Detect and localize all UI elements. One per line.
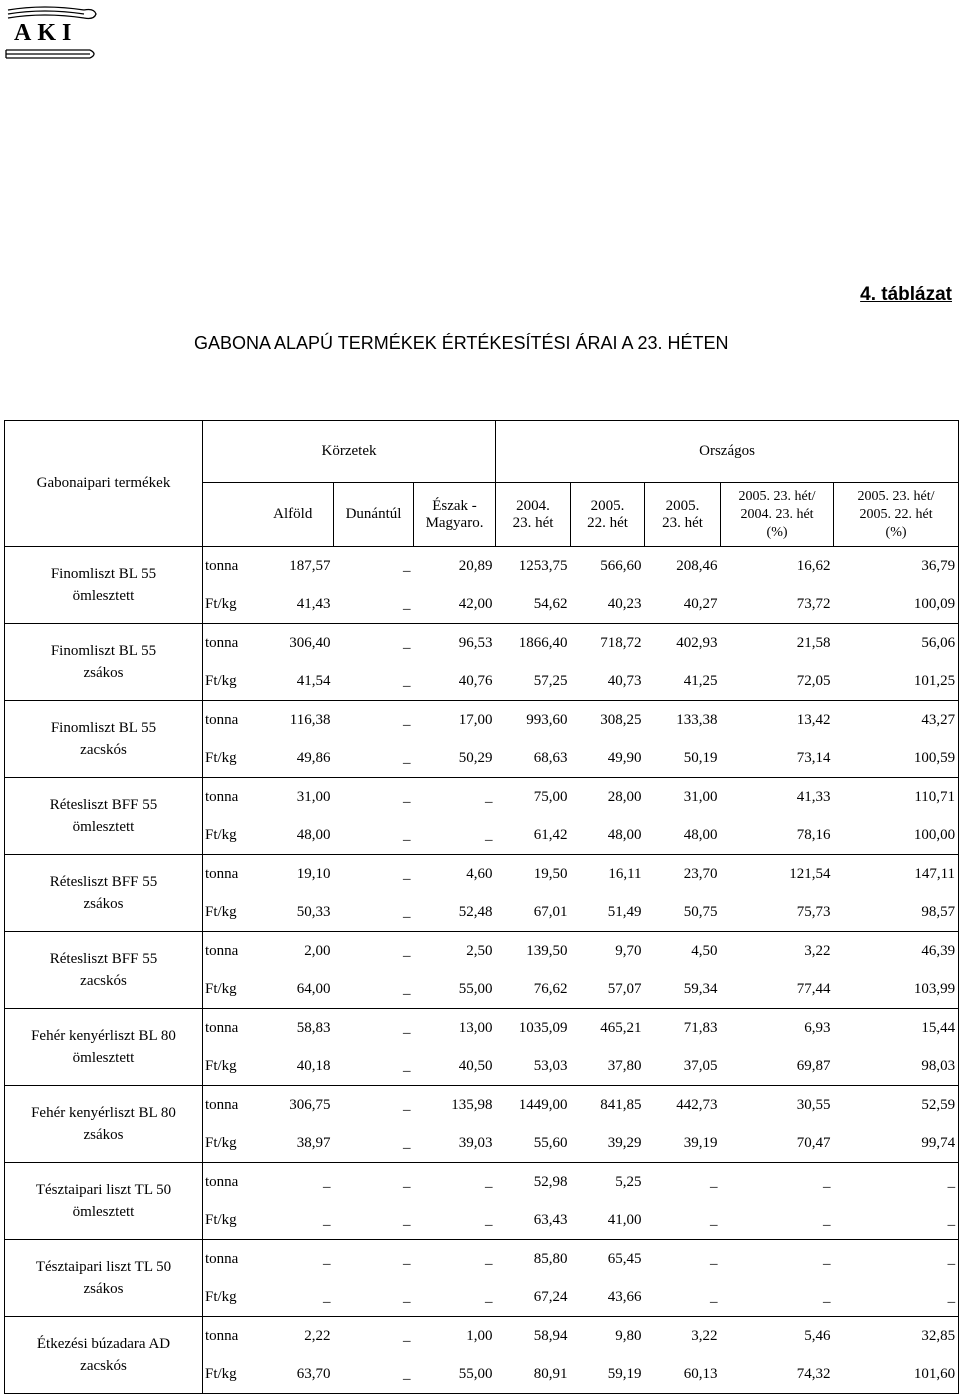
value-cell: 68,63 [496,739,571,778]
header-ratio-2004 [721,483,834,547]
value-cell: _ [834,1240,959,1279]
value-cell: 101,60 [834,1355,959,1394]
value-cell: _ [334,739,414,778]
value-cell: 15,44 [834,1009,959,1048]
value-cell: 13,42 [796,711,831,728]
value-cell: 28,00 [607,788,642,805]
header-2005-23-line2: 23. hét [662,514,703,531]
value-cell: 71,83 [683,1019,718,1036]
header-2005-22-line2: 22. hét [587,514,628,531]
unit-cell: tonna [205,865,239,882]
product-name-line: zacskós [80,973,127,989]
header-ratio-2004-line2: 2004. 23. hét [740,506,814,522]
page-title: GABONA ALAPÚ TERMÉKEK ÉRTÉKESÍTÉSI ÁRAI A 23. HÉTEN [194,333,729,353]
value-cell: 39,03 [414,1124,496,1163]
product-name-line: ömlesztett [72,1204,135,1220]
value-cell: 3,22 [804,942,831,959]
value-cell: 73,72 [721,585,834,624]
header-alfold: Alföld [253,483,334,547]
value-cell: 50,75 [645,893,721,932]
value-cell: 50,29 [414,739,496,778]
value-cell: 65,45 [607,1250,642,1267]
product-name-line: Tésztaipari liszt TL 50 [35,1182,172,1198]
unit-cell: tonna [205,1250,239,1267]
value-cell: 41,43 [253,585,334,624]
unit-cell: Ft/kg [203,1355,253,1394]
value-cell: 20,89 [458,557,493,574]
value-cell: 31,00 [683,788,718,805]
value-cell: 48,00 [645,816,721,855]
value-cell: 208,46 [676,557,718,574]
value-cell: 19,50 [533,865,568,882]
value-cell: _ [710,1173,718,1190]
value-cell: 56,06 [834,624,959,663]
value-cell: 6,93 [804,1019,831,1036]
value-cell: _ [485,788,493,805]
product-name-line: Étkezési búzadara AD [36,1336,171,1352]
product-name-line: zsákos [83,896,124,912]
value-cell: 70,47 [721,1124,834,1163]
value-cell: 3,22 [691,1327,718,1344]
value-cell: 53,03 [496,1047,571,1086]
value-cell: 2,50 [466,942,493,959]
value-cell: 59,34 [645,970,721,1009]
table-row [5,932,959,971]
value-cell: 1,00 [466,1327,493,1344]
value-cell: 2,22 [304,1327,331,1344]
value-cell: 61,42 [496,816,571,855]
value-cell: 48,00 [571,816,645,855]
value-cell: 38,97 [253,1124,334,1163]
value-cell: _ [253,1278,334,1317]
product-name-line: zsákos [83,1281,124,1297]
unit-cell: Ft/kg [203,585,253,624]
header-eszak-line1: Észak - [432,497,477,514]
value-cell: 60,13 [645,1355,721,1394]
header-2004-23 [496,483,571,547]
value-cell: _ [253,1201,334,1240]
value-cell: _ [403,942,411,959]
header-ratio-2004-line1: 2005. 23. hét/ [738,488,816,504]
value-cell: 50,33 [253,893,334,932]
value-cell: 4,50 [691,942,718,959]
product-name-line: Rétesliszt BFF 55 [49,951,158,967]
value-cell: 9,70 [615,942,642,959]
unit-cell: Ft/kg [203,1047,253,1086]
product-name-line: Fehér kenyérliszt BL 80 [31,1105,176,1121]
value-cell: _ [645,1201,721,1240]
product-name [5,701,203,778]
value-cell: 306,75 [289,1096,331,1113]
value-cell: _ [334,1201,414,1240]
value-cell: 37,05 [645,1047,721,1086]
value-cell: _ [323,1250,331,1267]
table-row [5,701,959,740]
header-eszak-line2: Magyaro. [425,514,484,531]
table-row [5,855,959,894]
logo-text: AKI [14,20,78,46]
value-cell: 566,60 [600,557,642,574]
header-ratio-2005-line3: (%) [885,524,907,540]
unit-cell: Ft/kg [203,1201,253,1240]
value-cell: 43,27 [834,701,959,740]
unit-cell: Ft/kg [203,739,253,778]
value-cell: 58,94 [533,1327,568,1344]
product-name-line: Finomliszt BL 55 [50,720,157,736]
header-dunantul: Dunántúl [334,483,414,547]
value-cell: 110,71 [834,778,959,817]
value-cell: _ [334,585,414,624]
value-cell: 67,24 [496,1278,571,1317]
product-name [5,1317,203,1394]
price-table [4,420,959,1394]
value-cell: 58,83 [296,1019,331,1036]
product-name [5,1009,203,1086]
product-name-line: ömlesztett [72,819,135,835]
value-cell: 101,25 [834,662,959,701]
value-cell: 40,27 [645,585,721,624]
unit-cell: tonna [205,557,239,574]
value-cell: 21,58 [796,634,831,651]
value-cell: 98,03 [834,1047,959,1086]
value-cell: 63,43 [496,1201,571,1240]
value-cell: 98,57 [834,893,959,932]
product-name-line: Rétesliszt BFF 55 [49,797,158,813]
value-cell: 993,60 [526,711,568,728]
product-name-line: Tésztaipari liszt TL 50 [35,1259,172,1275]
value-cell: 465,21 [600,1019,642,1036]
value-cell: 40,73 [571,662,645,701]
value-cell: _ [721,1201,834,1240]
value-cell: 75,00 [533,788,568,805]
value-cell: _ [334,893,414,932]
value-cell: 52,48 [414,893,496,932]
unit-cell: Ft/kg [203,1124,253,1163]
table-row [5,1317,959,1356]
value-cell: _ [403,788,411,805]
header-ratio-2004-line3: (%) [766,524,788,540]
product-name [5,1163,203,1240]
table-row [5,1086,959,1125]
value-cell: _ [823,1250,831,1267]
value-cell: 17,00 [458,711,493,728]
value-cell: _ [403,557,411,574]
value-cell: 64,00 [253,970,334,1009]
value-cell: 100,00 [834,816,959,855]
value-cell: 13,00 [458,1019,493,1036]
unit-cell: tonna [205,788,239,805]
unit-cell: tonna [205,634,239,651]
header-2005-23-line1: 2005. [665,497,700,514]
value-cell: _ [414,816,496,855]
value-cell: _ [834,1201,959,1240]
unit-cell: tonna [205,711,239,728]
value-cell: _ [414,1201,496,1240]
value-cell: _ [721,1278,834,1317]
product-name-line: Fehér kenyérliszt BL 80 [31,1028,176,1044]
value-cell: 52,98 [533,1173,568,1190]
value-cell: 402,93 [676,634,718,651]
value-cell: _ [403,1250,411,1267]
value-cell: 50,19 [645,739,721,778]
value-cell: 39,29 [571,1124,645,1163]
value-cell: 4,60 [466,865,493,882]
value-cell: _ [485,1250,493,1267]
value-cell: 99,74 [834,1124,959,1163]
product-name-line: ömlesztett [72,1050,135,1066]
value-cell: 40,23 [571,585,645,624]
product-name-line: Finomliszt BL 55 [50,643,157,659]
value-cell: 49,90 [571,739,645,778]
unit-cell: Ft/kg [203,1278,253,1317]
value-cell: 39,19 [645,1124,721,1163]
product-name [5,624,203,701]
product-name-line: Rétesliszt BFF 55 [49,874,158,890]
value-cell: 41,00 [571,1201,645,1240]
value-cell: 76,62 [496,970,571,1009]
product-name [5,1240,203,1317]
value-cell: 841,85 [600,1096,642,1113]
unit-cell: Ft/kg [203,893,253,932]
value-cell: _ [485,1173,493,1190]
header-2005-23 [645,483,721,547]
unit-cell: tonna [205,1173,239,1190]
value-cell: 77,44 [721,970,834,1009]
value-cell: 121,54 [789,865,831,882]
product-name [5,778,203,855]
product-name-line: zacskós [80,742,127,758]
header-korzetek: Körzetek [203,421,496,483]
value-cell: 442,73 [676,1096,718,1113]
value-cell: 80,91 [496,1355,571,1394]
value-cell: 48,00 [253,816,334,855]
header-ratio-2005 [834,483,959,547]
value-cell: 37,80 [571,1047,645,1086]
table-row [5,1009,959,1048]
value-cell: 67,01 [496,893,571,932]
value-cell: _ [834,1163,959,1202]
value-cell: _ [403,711,411,728]
unit-cell: tonna [205,1327,239,1344]
table-row [5,1163,959,1202]
value-cell: 51,49 [571,893,645,932]
value-cell: 1449,00 [518,1096,568,1113]
value-cell: 16,62 [796,557,831,574]
table-row [5,624,959,663]
value-cell: 41,25 [645,662,721,701]
value-cell: 57,07 [571,970,645,1009]
value-cell: 30,55 [796,1096,831,1113]
value-cell: 55,00 [414,1355,496,1394]
value-cell: _ [323,1173,331,1190]
product-name [5,855,203,932]
value-cell: 5,25 [615,1173,642,1190]
value-cell: 1253,75 [518,557,568,574]
value-cell: _ [403,1327,411,1344]
value-cell: 75,73 [721,893,834,932]
value-cell: 40,18 [253,1047,334,1086]
value-cell: 100,09 [834,585,959,624]
value-cell: 73,14 [721,739,834,778]
header-2004-23-line1: 2004. [516,497,550,514]
value-cell: 308,25 [600,711,642,728]
header-2005-22-line1: 2005. [590,497,625,514]
value-cell: _ [334,1047,414,1086]
value-cell: 2,00 [304,942,331,959]
value-cell: _ [834,1278,959,1317]
value-cell: 133,38 [676,711,718,728]
value-cell: _ [334,1355,414,1394]
value-cell: 46,39 [834,932,959,971]
unit-cell: tonna [205,942,239,959]
value-cell: 78,16 [721,816,834,855]
product-name-line: zacskós [80,1358,127,1374]
value-cell: 52,59 [834,1086,959,1125]
value-cell: 49,86 [253,739,334,778]
value-cell: 43,66 [571,1278,645,1317]
value-cell: _ [334,1124,414,1163]
value-cell: _ [710,1250,718,1267]
product-name-line: ömlesztett [72,588,135,604]
header-2005-22 [571,483,645,547]
header-ratio-2005-line2: 2005. 22. hét [859,506,933,522]
table-row [5,1240,959,1279]
value-cell: 42,00 [414,585,496,624]
value-cell: 40,76 [414,662,496,701]
value-cell: _ [403,1096,411,1113]
product-name-line: Finomliszt BL 55 [50,566,157,582]
value-cell: 135,98 [451,1096,493,1113]
table-number: 4. táblázat [860,284,952,305]
value-cell: 31,00 [296,788,331,805]
value-cell: _ [334,970,414,1009]
table-row [5,778,959,817]
value-cell: _ [334,816,414,855]
value-cell: 306,40 [289,634,331,651]
value-cell: 5,46 [804,1327,831,1344]
value-cell: _ [823,1173,831,1190]
unit-cell: tonna [205,1019,239,1036]
value-cell: 72,05 [721,662,834,701]
value-cell: _ [403,634,411,651]
value-cell: 1035,09 [518,1019,568,1036]
value-cell: 96,53 [458,634,493,651]
value-cell: 85,80 [533,1250,568,1267]
unit-cell: Ft/kg [203,970,253,1009]
product-name [5,1086,203,1163]
value-cell: 16,11 [608,865,642,882]
value-cell: 139,50 [526,942,568,959]
value-cell: 41,54 [253,662,334,701]
value-cell: 718,72 [600,634,642,651]
value-cell: _ [334,662,414,701]
value-cell: 187,57 [289,557,331,574]
value-cell: 55,60 [496,1124,571,1163]
value-cell: _ [414,1278,496,1317]
unit-cell: Ft/kg [203,662,253,701]
product-name [5,547,203,624]
value-cell: 57,25 [496,662,571,701]
value-cell: 74,32 [721,1355,834,1394]
value-cell: 103,99 [834,970,959,1009]
unit-cell: tonna [205,1096,239,1113]
value-cell: 40,50 [414,1047,496,1086]
product-name-line: zsákos [83,665,124,681]
unit-cell: Ft/kg [203,816,253,855]
value-cell: 41,33 [796,788,831,805]
value-cell: _ [403,1019,411,1036]
value-cell: 116,38 [289,711,331,728]
product-name [5,932,203,1009]
value-cell: _ [334,1278,414,1317]
value-cell: 55,00 [414,970,496,1009]
header-ratio-2005-line1: 2005. 23. hét/ [857,488,935,504]
value-cell: _ [403,865,411,882]
value-cell: _ [403,1173,411,1190]
value-cell: 9,80 [615,1327,642,1344]
header-orszagos: Országos [496,421,959,483]
value-cell: 63,70 [253,1355,334,1394]
value-cell: 32,85 [834,1317,959,1356]
value-cell: 1866,40 [518,634,568,651]
header-eszak [414,483,496,547]
table-row [5,547,959,586]
product-name-line: zsákos [83,1127,124,1143]
header-product: Gabonaipari termékek [5,421,203,547]
value-cell: 100,59 [834,739,959,778]
aki-logo [4,2,100,64]
value-cell: 69,87 [721,1047,834,1086]
value-cell: 59,19 [571,1355,645,1394]
value-cell: 36,79 [834,547,959,586]
value-cell: 19,10 [296,865,331,882]
header-2004-23-line2: 23. hét [512,514,554,531]
value-cell: _ [645,1278,721,1317]
value-cell: 23,70 [683,865,718,882]
value-cell: 54,62 [496,585,571,624]
value-cell: 147,11 [834,855,959,894]
